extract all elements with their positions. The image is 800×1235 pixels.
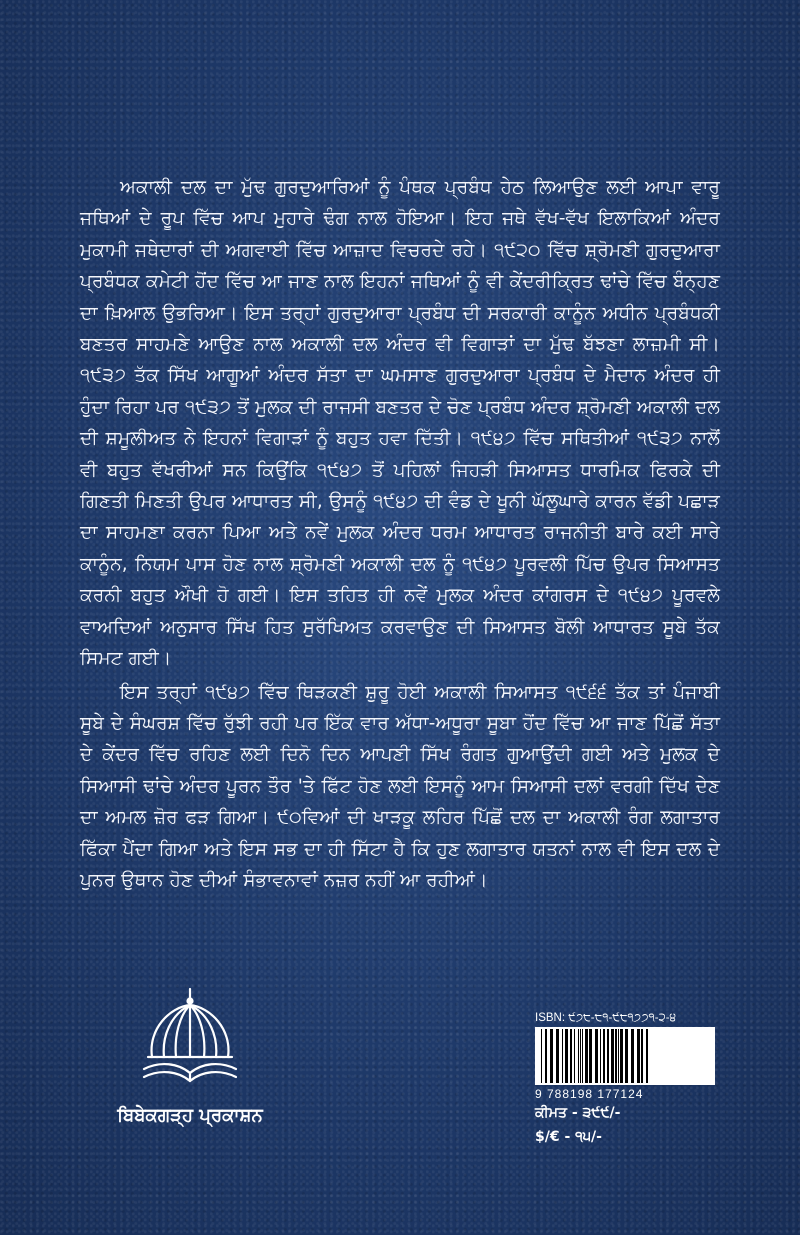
- blurb-text: [80, 172, 720, 898]
- barcode-bar: [585, 1029, 588, 1083]
- barcode-bar: [600, 1029, 601, 1083]
- price-inr: [535, 1105, 715, 1121]
- barcode-bar: [607, 1029, 609, 1083]
- price-inr-value: - ੩੯੯/-: [571, 1105, 621, 1121]
- blurb-paragraph-1: ਅਕਾਲੀ ਦਲ ਦਾ ਮੁੱਢ ਗੁਰਦੁਆਰਿਆਂ ਨੂੰ ਪੰਥਕ ਪ੍ਰਬੰਧ ਹੇਠ ਲਿਆਉਣ ਲਈ ਆਪਾ ਵਾਰੂ ਜਥਿਆਂ ਦੇ ਰੂਪ ਵਿੱਚ ਆਪ ਮੁਹਾਰੇ ਢੰਗ ਨਾਲ ਹੋਇਆ। ਇਹ ਜਥੇ ਵੱਖ-ਵੱਖ ਇਲਾਕਿਆਂ ਅੰਦਰ ਮੁਕਾਮੀ ਜਥੇਦਾਰਾਂ ਦੀ ਅਗਵਾਈ ਵਿੱਚ ਆਜ਼ਾਦ ਵਿਚਰਦੇ ਰਹੇ। ੧੯੨੦ ਵਿੱਚ ਸ਼੍ਰੋਮਣੀ ਗੁਰਦੁਆਰਾ ਪ੍ਰਬੰਧਕ ਕਮੇਟੀ ਹੋਂਦ ਵਿੱਚ ਆ ਜਾਣ ਨਾਲ ਇਹਨਾਂ ਜਥਿਆਂ ਨੂੰ ਵੀ ਕੇਂਦਰੀਕ੍ਰਿਤ ਢਾਂਚੇ ਵਿੱਚ ਬੰਨ੍ਹਣ ਦਾ ਖ਼ਿਆਲ ਉਭਰਿਆ। ਇਸ ਤਰ੍ਹਾਂ ਗੁਰਦੁਆਰਾ ਪ੍ਰਬੰਧ ਦੀ ਸਰਕਾਰੀ ਕਾਨੂੰਨ ਅਧੀਨ ਪ੍ਰਬੰਧਕੀ ਬਣਤਰ ਸਾਹਮਣੇ ਆਉਣ ਨਾਲ ਅਕਾਲੀ ਦਲ ਅੰਦਰ ਵੀ ਵਿਗਾੜਾਂ ਦਾ ਮੁੱਢ ਬੱਝਣਾ ਲਾਜ਼ਮੀ ਸੀ। ੧੯੩੭ ਤੱਕ ਸਿੱਖ ਆਗੂਆਂ ਅੰਦਰ ਸੱਤਾ ਦਾ ਘਮਸਾਣ ਗੁਰਦੁਆਰਾ ਪ੍ਰਬੰਧ ਦੇ ਮੈਦਾਨ ਅੰਦਰ ਹੀ ਹੁੰਦਾ ਰਿਹਾ ਪਰ ੧੯੩੭ ਤੋਂ ਮੁਲਕ ਦੀ ਰਾਜਸੀ ਬਣਤਰ ਦੇ ਚੋਣ ਪ੍ਰਬੰਧ ਅੰਦਰ ਸ਼੍ਰੋਮਣੀ ਅਕਾਲੀ ਦਲ ਦੀ ਸ਼ਮੂਲੀਅਤ ਨੇ ਇਹਨਾਂ ਵਿਗਾੜਾਂ ਨੂੰ ਬਹੁਤ ਹਵਾ ਦਿੱਤੀ। ੧੯੪੭ ਵਿੱਚ ਸਥਿਤੀਆਂ ੧੯੩੭ ਨਾਲੋਂ ਵੀ ਬਹੁਤ ਵੱਖਰੀਆਂ ਸਨ ਕਿਉਂਕਿ ੧੯੪੭ ਤੋਂ ਪਹਿਲਾਂ ਜਿਹੜੀ ਸਿਆਸਤ ਧਾਰਮਿਕ ਫਿਰਕੇ ਦੀ ਗਿਣਤੀ ਮਿਣਤੀ ਉਪਰ ਆਧਾਰਤ ਸੀ, ਉਸਨੂੰ ੧੯੪੭ ਦੀ ਵੰਡ ਦੇ ਖੂਨੀ ਘੱਲੂਘਾਰੇ ਕਾਰਨ ਵੱਡੀ ਪਛਾੜ ਦਾ ਸਾਹਮਣਾ ਕਰਨਾ ਪਿਆ ਅਤੇ ਨਵੇਂ ਮੁਲਕ ਅੰਦਰ ਧਰਮ ਆਧਾਰਤ ਰਾਜਨੀਤੀ ਬਾਰੇ ਕਈ ਸਾਰੇ ਕਾਨੂੰਨ, ਨਿਯਮ ਪਾਸ ਹੋਣ ਨਾਲ ਸ਼੍ਰੋਮਣੀ ਅਕਾਲੀ ਦਲ ਨੂੰ ੧੯੪੭ ਪੂਰਵਲੀ ਪਿੱਚ ਉਪਰ ਸਿਆਸਤ ਕਰਨੀ ਬਹੁਤ ਔਖੀ ਹੋ ਗਈ। ਇਸ ਤਹਿਤ ਹੀ ਨਵੇਂ ਮੁਲਕ ਅੰਦਰ ਕਾਂਗਰਸ ਦੇ ੧੯੪੭ ਪੂਰਵਲੇ ਵਾਅਦਿਆਂ ਅਨੁਸਾਰ ਸਿੱਖ ਹਿਤ ਸੁਰੱਖਿਅਤ ਕਰਵਾਉਣ ਦੀ ਸਿਆਸਤ ਬੋਲੀ ਆਧਾਰਤ ਸੂਬੇ ਤੱਕ ਸਿਮਟ ਗਈ।: [80, 177, 720, 670]
- publisher-name: ਬਿਬੇਕਗੜ੍ਹ ਪ੍ਰਕਾਸ਼ਨ: [117, 1105, 263, 1126]
- blurb-paragraph-2: ਇਸ ਤਰ੍ਹਾਂ ੧੯੪੭ ਵਿੱਚ ਥਿੜਕਣੀ ਸ਼ੁਰੂ ਹੋਈ ਅਕਾਲੀ ਸਿਆਸਤ ੧੯੬੬ ਤੱਕ ਤਾਂ ਪੰਜਾਬੀ ਸੂਬੇ ਦੇ ਸੰਘਰਸ਼ ਵਿੱਚ ਰੁੱਝੀ ਰਹੀ ਪਰ ਇੱਕ ਵਾਰ ਅੱਧਾ-ਅਧੂਰਾ ਸੂਬਾ ਹੋਂਦ ਵਿੱਚ ਆ ਜਾਣ ਪਿੱਛੋਂ ਸੱਤਾ ਦੇ ਕੇਂਦਰ ਵਿੱਚ ਰਹਿਣ ਲਈ ਦਿਨੋ ਦਿਨ ਆਪਣੀ ਸਿੱਖ ਰੰਗਤ ਗੁਆਉਂਦੀ ਗਈ ਅਤੇ ਮੁਲਕ ਦੇ ਸਿਆਸੀ ਢਾਂਚੇ ਅੰਦਰ ਪੂਰਨ ਤੌਰ 'ਤੇ ਫਿੱਟ ਹੋਣ ਲਈ ਇਸਨੂੰ ਆਮ ਸਿਆਸੀ ਦਲਾਂ ਵਰਗੀ ਦਿੱਖ ਦੇਣ ਦਾ ਅਮਲ ਜ਼ੋਰ ਫੜ ਗਿਆ। ੯੦ਵਿਆਂ ਦੀ ਖਾੜਕੂ ਲਹਿਰ ਪਿੱਛੋਂ ਦਲ ਦਾ ਅਕਾਲੀ ਰੰਗ ਲਗਾਤਾਰ ਫਿੱਕਾ ਪੈਂਦਾ ਗਿਆ ਅਤੇ ਇਸ ਸਭ ਦਾ ਹੀ ਸਿੱਟਾ ਹੈ ਕਿ ਹੁਣ ਲਗਾਤਾਰ ਯਤਨਾਂ ਨਾਲ ਵੀ ਇਸ ਦਲ ਦੇ ਪੁਨਰ ਉਥਾਨ ਹੋਣ ਦੀਆਂ ਸੰਭਾਵਨਾਵਾਂ ਨਜ਼ਰ ਨਹੀਂ ਆ ਰਹੀਆਂ।: [80, 681, 720, 891]
- barcode-bar: [574, 1029, 575, 1083]
- barcode-block: [535, 1012, 715, 1145]
- barcode-bar: [580, 1029, 581, 1083]
- price-foreign-value: - ੧੫/-: [564, 1129, 602, 1145]
- barcode-bar: [570, 1029, 572, 1083]
- price-label: ਕੀਮਤ: [535, 1105, 567, 1121]
- barcode-bar: [556, 1029, 559, 1083]
- barcode-bar: [603, 1029, 605, 1083]
- barcode-bar: [637, 1029, 640, 1083]
- barcode-bar: [618, 1029, 619, 1083]
- barcode-bar: [589, 1029, 592, 1083]
- dome-book-icon: [130, 985, 250, 1095]
- barcode-bar: [646, 1029, 648, 1083]
- barcode-image: [535, 1027, 715, 1085]
- publisher-block: [100, 985, 280, 1126]
- barcode-bar: [620, 1029, 623, 1083]
- barcode-bar: [541, 1029, 542, 1083]
- barcode-bar: [550, 1029, 553, 1083]
- barcode-digits: 9 788198 177124: [535, 1087, 644, 1101]
- barcode-bar: [625, 1029, 628, 1083]
- barcode-bar: [565, 1029, 568, 1083]
- isbn-label: ISBN: ੯੭੮-੮੧-੯੮੧੭੭੧-੨-੪: [535, 1012, 677, 1024]
- barcode-bar: [641, 1029, 643, 1083]
- barcode-bar: [582, 1029, 583, 1083]
- price-foreign: [535, 1129, 715, 1145]
- barcode-bar: [578, 1029, 579, 1083]
- barcode-bar: [545, 1029, 547, 1083]
- price-foreign-label: $/€: [535, 1129, 560, 1145]
- barcode-bar: [611, 1029, 614, 1083]
- barcode-bar: [631, 1029, 634, 1083]
- barcode-bar: [615, 1029, 617, 1083]
- barcode-bar: [595, 1029, 598, 1083]
- barcode-bar: [562, 1029, 563, 1083]
